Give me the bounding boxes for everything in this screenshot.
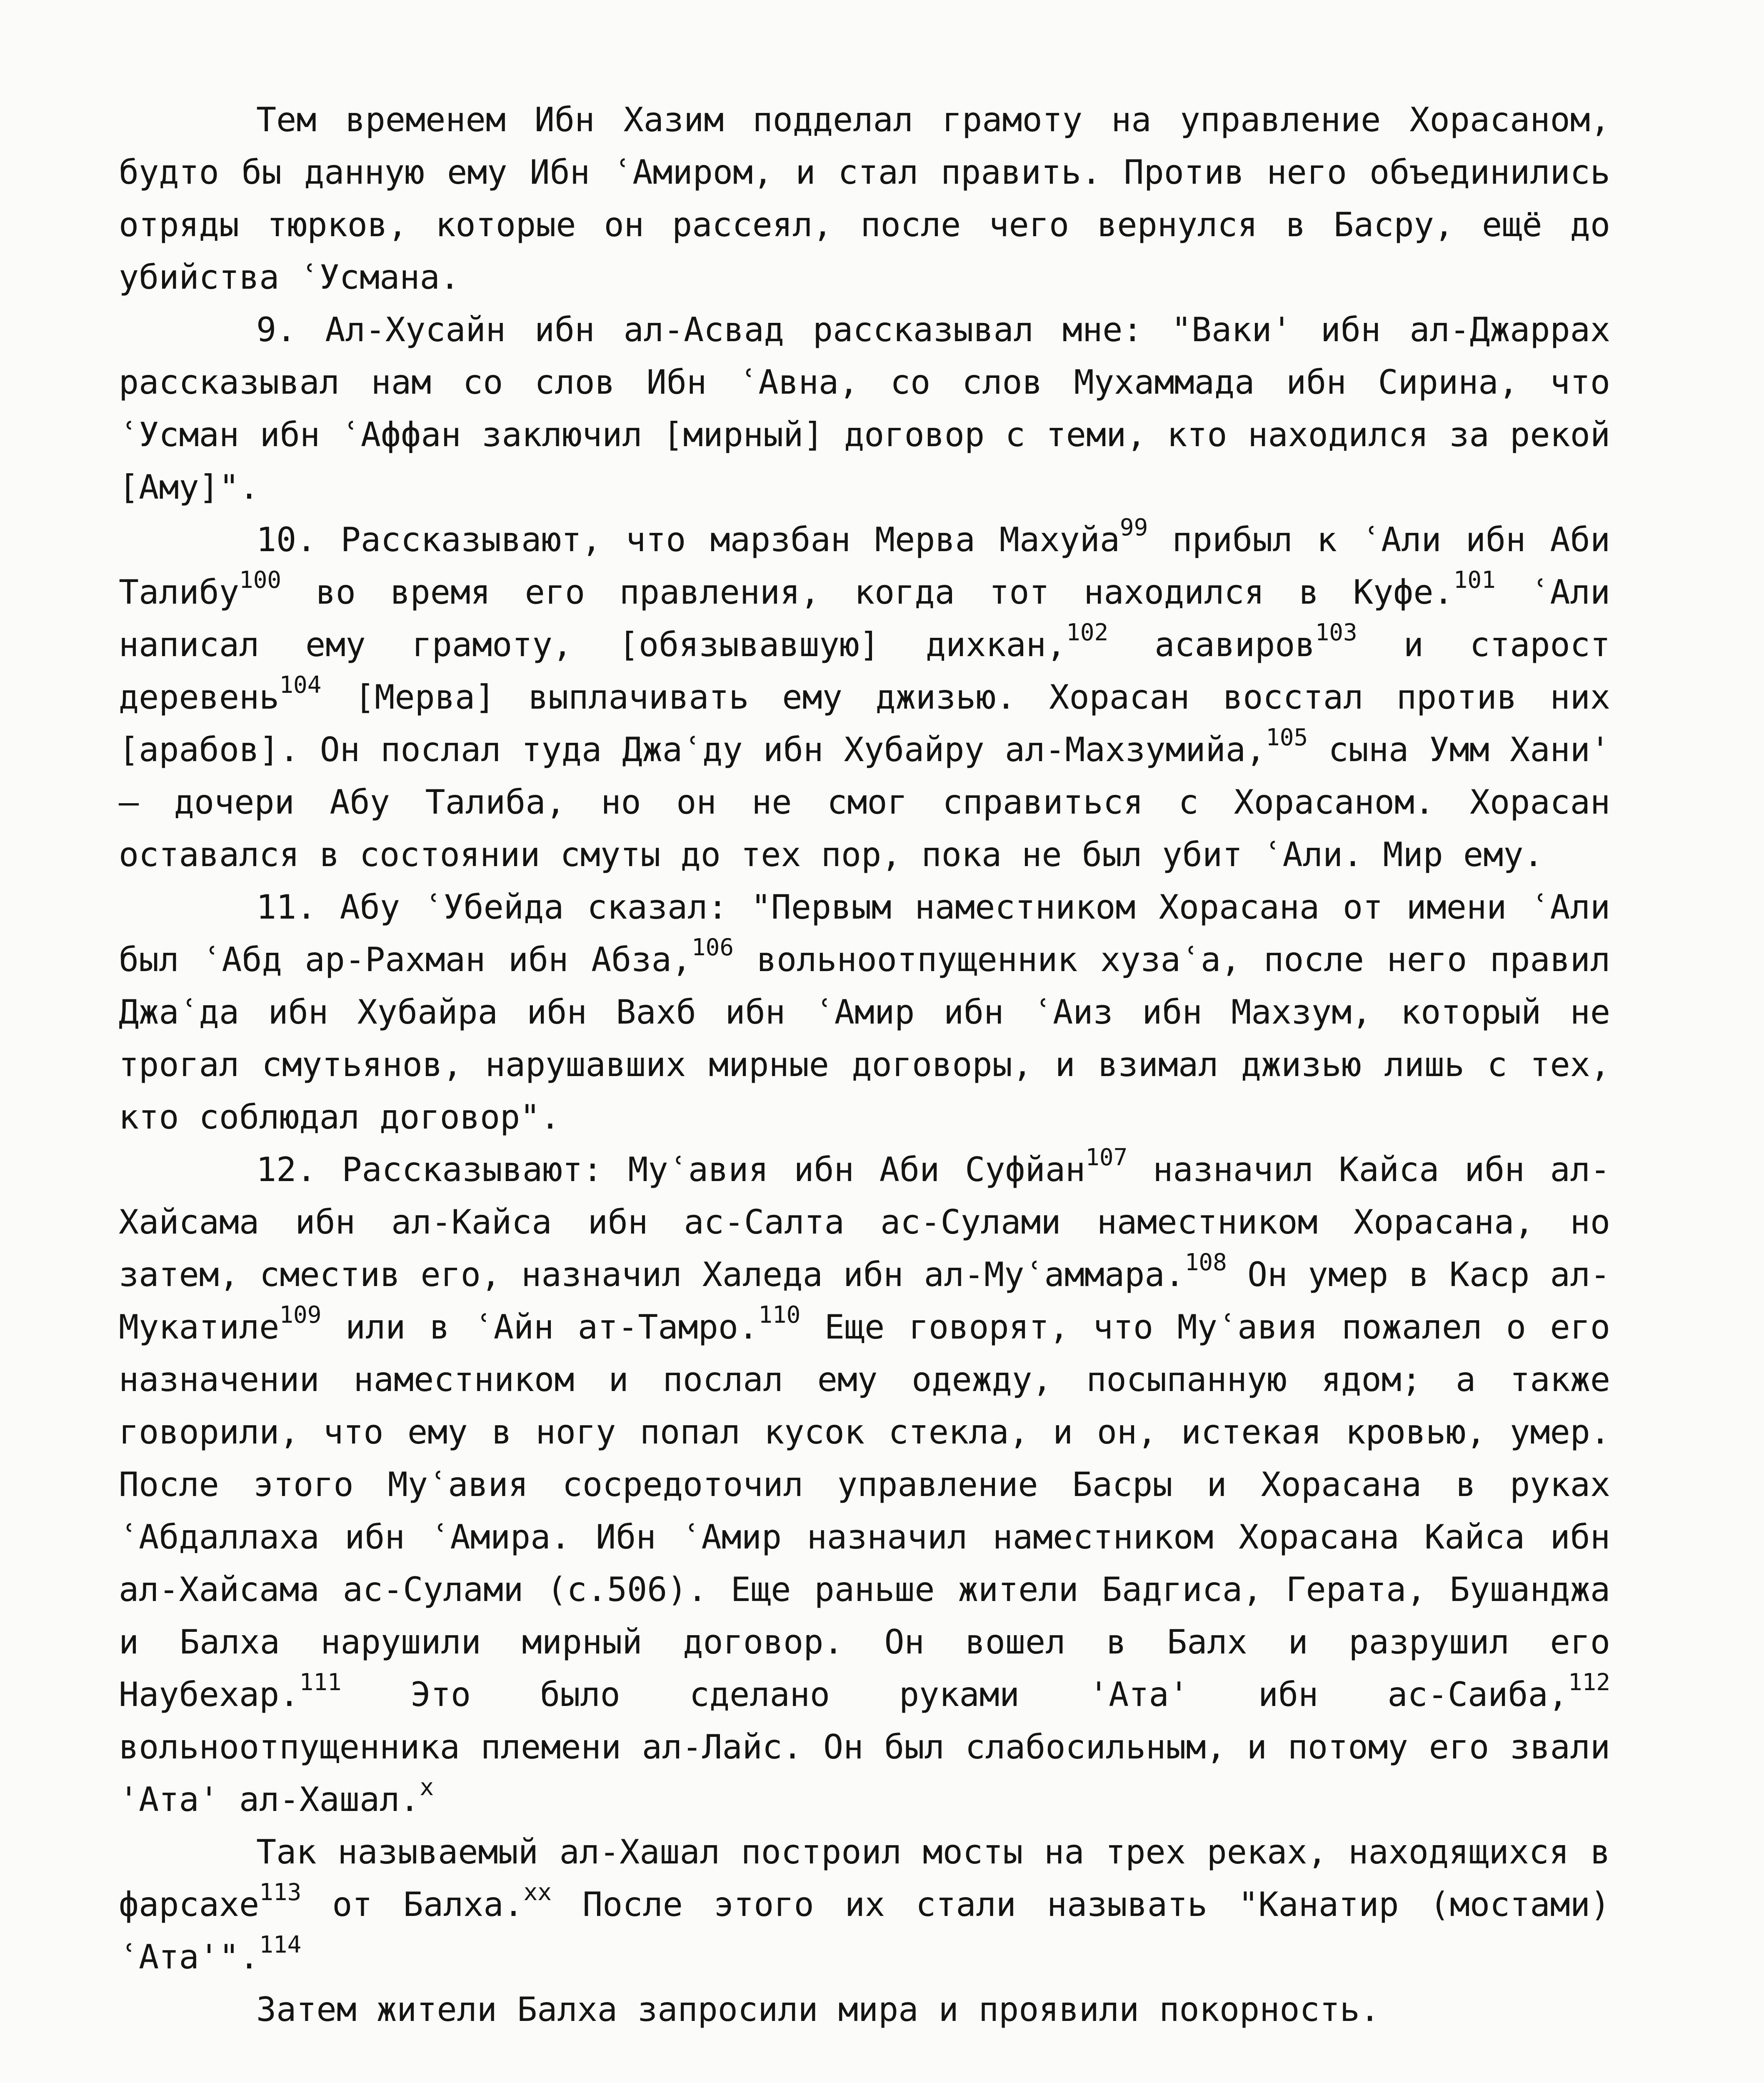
paragraph-last: Затем жители Балха запросили мира и проявили покорность. bbox=[256, 1990, 1380, 2029]
paragraph: Тем временем Ибн Хазим подделал грамоту на управление Хорасаном, будто бы данную ему Ибн ʿАмиром, и стал править. Против него объединились отряды тюрков, которые он рассеял, после чего вернулся в Басру, ещё до убийства ʿУсмана. bbox=[119, 100, 1610, 297]
paragraph-11: 11. Абу ʿУбейда сказал: "Первым наместником Хорасана от имени ʿАли был ʿАбд ар-Рахман ибн Абза,$^{106}$ вольноотпущенник хузаʿа, после него правил Джаʿда ибн Хубайра ибн Вахб ибн ʿАмир ибн ʿАиз ибн Махзум, который не трогал смутьянов, нарушавших мирные договоры, и взимал джизью лишь с тех, кто соблюдал договор". bbox=[119, 888, 1611, 1136]
footnote-ref-x: x bbox=[420, 1774, 434, 1801]
paragraph-12: 12. Рассказывают: Муʿавия ибн Аби Суфйан$^{107}$ назначил Кайса ибн ал-Хайсама ибн ал-Кайса ибн ас-Салта ас-Сулами наместником Хорасана, но затем, сместив его, назначил Халеда ибн ал-Муʿаммара.$^{108}$ Он умер в Каср ал-Мукатиле$^{109}$ или в ʿАйн ат-Тамро.$^{110}$ Еще говорят, что Муʿавия пожалел о его назначении наместником и послал ему одежду, посыпанную ядом; а также говорили, что ему в ногу попал кусок стекла, и он, истекая кровью, умер. После этого Муʿавия сосредоточил управление Басры и Хорасана в руках ʿАбдаллаха ибн ʿАмира. Ибн ʿАмир назначил наместником Хорасана Кайса ибн ал-Хайсама ас-Сулами (с.506). Еще раньше жители Бадгиса, Герата, Бушанджа и Балха нарушили мирный договор. Он вошел в Балх и разрушил его Наубехар.$^{111}$ Это было сделано руками 'Ата' ибн ас-Саиба,$^{112}$ вольноотпущенника племени ал-Лайс. Он был слабосильным, и потому его звали 'Ата' ал-Хашал.$^x$ bbox=[119, 1144, 1611, 1819]
note-ref: 100 bbox=[239, 567, 282, 594]
paragraph-hashal: Так называемый ал-Хашал построил мосты на трех реках, находящихся в фарсахе$^{113}$ от Балха.$^{xx}$ После этого их стали называть "Канатир (мостами) ʿАта'".$^{114}$ bbox=[119, 1833, 1611, 1976]
note-ref: 105 bbox=[1266, 724, 1308, 751]
footnote-ref-xx: xx bbox=[523, 1879, 552, 1906]
note-ref: 111 bbox=[299, 1669, 342, 1696]
note-ref: 102 bbox=[1066, 619, 1109, 646]
note-ref: 106 bbox=[691, 934, 734, 961]
note-ref: 104 bbox=[279, 672, 322, 699]
main-text bbox=[119, 94, 1610, 2036]
note-ref: 110 bbox=[758, 1301, 801, 1329]
paragraph-10: 10. Рассказывают, что марзбан Мерва Махуйа$^{99}$ прибыл к ʿАли ибн Аби Талибу$^{100}$ во время его правления, когда тот находился в Куфе.$^{101}$ ʿАли написал ему грамоту, [обязывавшую] дихкан,$^{102}$ асавиров$^{103}$ и старост деревень$^{104}$ [Мерва] выплачивать ему джизью. Хорасан восстал против них [арабов]. Он послал туда Джаʿду ибн Хубайру ал-Махзумийа,$^{105}$ сына Умм Хани' – дочери Абу Талиба, но он не смог справиться с Хорасаном. Хорасан оставался в состоянии смуты до тех пор, пока не был убит ʿАли. Мир ему. bbox=[119, 514, 1611, 874]
note-ref: 113 bbox=[259, 1879, 302, 1906]
note-ref: 112 bbox=[1568, 1669, 1610, 1696]
note-ref: 107 bbox=[1085, 1144, 1128, 1171]
note-ref: 103 bbox=[1315, 619, 1357, 646]
note-ref: 114 bbox=[259, 1931, 302, 1958]
note-ref: 109 bbox=[279, 1301, 322, 1329]
note-ref: 108 bbox=[1184, 1249, 1227, 1276]
note-ref: 99 bbox=[1119, 514, 1148, 541]
note-ref: 101 bbox=[1453, 567, 1496, 594]
paragraph-9: 9. Ал-Хусайн ибн ал-Асвад рассказывал мне: "Ваки' ибн ал-Джаррах рассказывал нам со слов Ибн ʿАвна, со слов Мухаммада ибн Сирина, что ʿУсман ибн ʿАффан заключил [мирный] договор с теми, кто находился за рекой [Аму]". bbox=[119, 310, 1610, 507]
